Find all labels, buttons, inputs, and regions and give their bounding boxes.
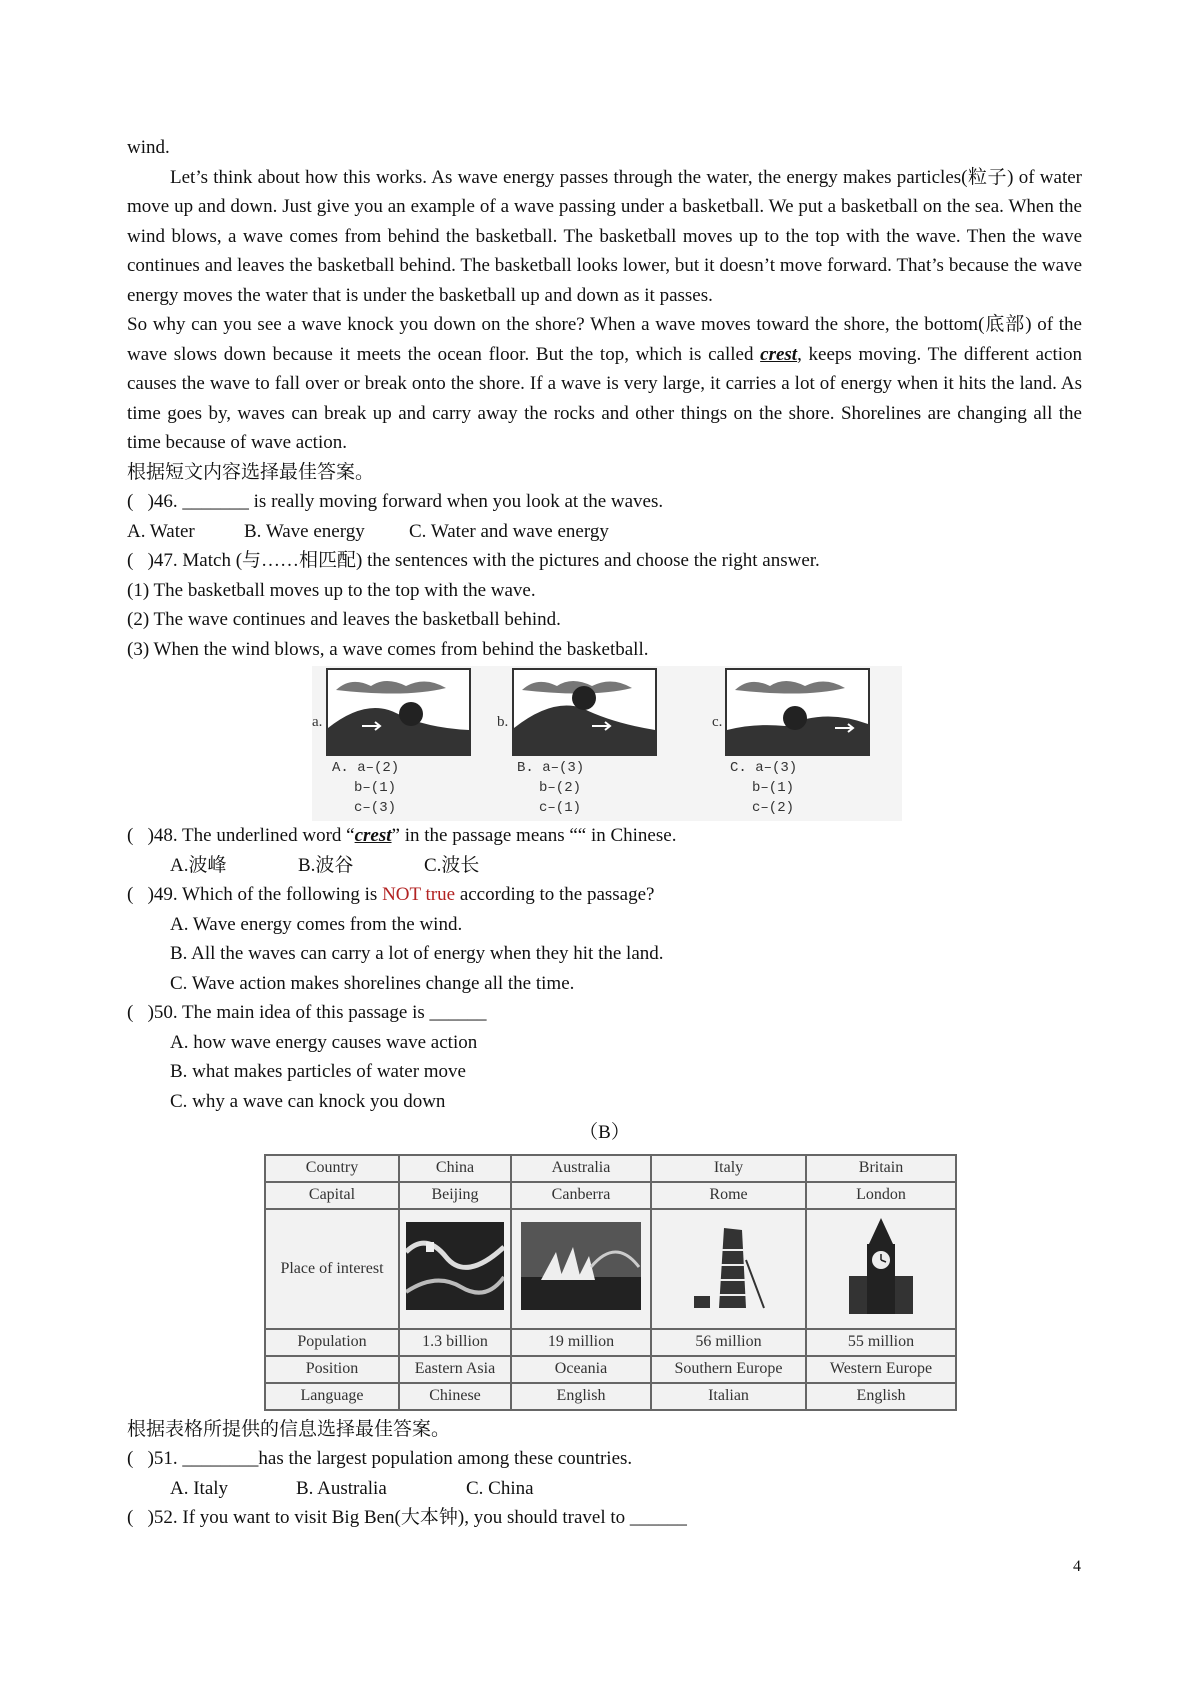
table-cell: Southern Europe bbox=[651, 1356, 806, 1383]
table-cell: Beijing bbox=[399, 1182, 511, 1209]
q47-a-line1: A. a–(2) bbox=[332, 760, 400, 776]
table-cell: Canberra bbox=[511, 1182, 651, 1209]
picture-label-a: a. bbox=[312, 714, 323, 730]
q48-text-a: ( )48. The underlined word “ bbox=[127, 825, 355, 846]
passage-line-wind: wind. bbox=[127, 137, 170, 158]
table-row-position bbox=[265, 1356, 956, 1383]
table-cell: Britain bbox=[806, 1155, 956, 1182]
table-cell: Rome bbox=[651, 1182, 806, 1209]
q47-option-a bbox=[332, 758, 399, 818]
sydney-opera-house-image bbox=[511, 1209, 651, 1329]
wave-picture-c bbox=[725, 668, 870, 756]
q47-c-line1: C. a–(3) bbox=[730, 760, 798, 776]
table-cell: Italian bbox=[651, 1383, 806, 1410]
q46-stem: ( )46. _______ is really moving forward when you look at the waves. bbox=[127, 491, 664, 512]
table-cell: Place of interest bbox=[265, 1209, 399, 1329]
para2-text-a: So why can you see a wave knock you down on the shore? When a wave moves toward the shore, the bottom(底部) of the wave slows down because it meets the ocean floor. But the top, which is called bbox=[127, 314, 1082, 365]
table-cell: London bbox=[806, 1182, 956, 1209]
table-cell: Italy bbox=[651, 1155, 806, 1182]
table-cell: Country bbox=[265, 1155, 399, 1182]
q47-c-line3: c–(2) bbox=[752, 800, 795, 816]
great-wall-image bbox=[399, 1209, 511, 1329]
table-cell: Language bbox=[265, 1383, 399, 1410]
q47-b-line2: b–(2) bbox=[539, 780, 582, 796]
q47-b-line3: c–(1) bbox=[539, 800, 582, 816]
q47-sentence-2: (2) The wave continues and leaves the basketball behind. bbox=[127, 609, 561, 630]
q51-option-a: A. Italy bbox=[170, 1477, 229, 1499]
picture-label-c: c. bbox=[712, 714, 723, 730]
table-cell: English bbox=[511, 1383, 651, 1410]
q48-crest-word: crest bbox=[354, 825, 392, 846]
page-number: 4 bbox=[1073, 1558, 1081, 1575]
q46-option-c: C. Water and wave energy bbox=[409, 520, 609, 542]
document-page bbox=[127, 133, 1082, 1533]
q50-option-c: C. why a wave can knock you down bbox=[170, 1090, 446, 1112]
q47-sentence-3: (3) When the wind blows, a wave comes from behind the basketball. bbox=[127, 638, 649, 660]
table-cell: 1.3 billion bbox=[399, 1329, 511, 1356]
instruction-table: 根据表格所提供的信息选择最佳答案。 bbox=[127, 1418, 451, 1440]
q49-text-a: ( )49. Which of the following is bbox=[127, 884, 383, 905]
table-row-country bbox=[265, 1155, 956, 1182]
table-cell: Population bbox=[265, 1329, 399, 1356]
q47-b-line1: B. a–(3) bbox=[517, 760, 585, 776]
table-cell: Oceania bbox=[511, 1356, 651, 1383]
q49-option-a: A. Wave energy comes from the wind. bbox=[170, 913, 463, 935]
q47-option-c bbox=[730, 758, 797, 818]
table-row-population bbox=[265, 1329, 956, 1356]
q49-stem bbox=[127, 880, 1082, 910]
table-row-language bbox=[265, 1383, 956, 1410]
q49-option-b: B. All the waves can carry a lot of energy when they hit the land. bbox=[170, 943, 664, 964]
table-cell: China bbox=[399, 1155, 511, 1182]
table-cell: 19 million bbox=[511, 1329, 651, 1356]
q46-option-b: B. Wave energy bbox=[244, 520, 365, 542]
q49-text-b: according to the passage? bbox=[455, 884, 655, 905]
wave-picture-b bbox=[512, 668, 657, 756]
wave-picture-a bbox=[326, 668, 471, 756]
q47-sentence-1: (1) The basketball moves up to the top with the wave. bbox=[127, 579, 536, 601]
q52-stem: ( )52. If you want to visit Big Ben(大本钟), you should travel to ______ bbox=[127, 1507, 687, 1528]
passage-paragraph-2 bbox=[127, 310, 1082, 458]
q50-stem: ( )50. The main idea of this passage is ______ bbox=[127, 1002, 487, 1023]
q47-picture-figure bbox=[312, 666, 902, 821]
country-info-table bbox=[264, 1154, 957, 1411]
q46-options bbox=[127, 517, 1082, 547]
table-cell: Western Europe bbox=[806, 1356, 956, 1383]
table-row-place-of-interest bbox=[265, 1209, 956, 1329]
big-ben-image bbox=[806, 1209, 956, 1329]
table-cell: Capital bbox=[265, 1182, 399, 1209]
table-cell: Chinese bbox=[399, 1383, 511, 1410]
table-cell: Position bbox=[265, 1356, 399, 1383]
q51-option-c: C. China bbox=[466, 1477, 534, 1499]
section-b-title: （B） bbox=[579, 1122, 630, 1143]
q46-option-a: A. Water bbox=[127, 520, 195, 542]
q51-options bbox=[127, 1474, 1082, 1504]
instruction-passage: 根据短文内容选择最佳答案。 bbox=[127, 461, 375, 483]
table-cell: Eastern Asia bbox=[399, 1356, 511, 1383]
q47-option-b bbox=[517, 758, 584, 818]
q47-stem: ( )47. Match (与……相匹配) the sentences with the pictures and choose the right answer. bbox=[127, 550, 820, 571]
table-cell: Australia bbox=[511, 1155, 651, 1182]
picture-label-b: b. bbox=[497, 714, 509, 730]
q51-option-b: B. Australia bbox=[296, 1477, 387, 1499]
passage-paragraph-1: Let’s think about how this works. As wave energy passes through the water, the energy makes particles(粒子) of water move up and down. Just give you an example of a wave passing under a basketball. We put a basketball on the sea. When the wind blows, a wave comes from behind the basketball. The basketball moves up to the top with the wave. Then the wave continues and leaves the basketball behind. The basketball looks lower, but it doesn’t move forward. That’s because the wave energy moves the water that is under the basketball up and down as it passes. bbox=[127, 166, 1082, 306]
q47-c-line2: b–(1) bbox=[752, 780, 795, 796]
table-cell: English bbox=[806, 1383, 956, 1410]
q48-stem bbox=[127, 821, 1082, 851]
q49-option-c: C. Wave action makes shorelines change all the time. bbox=[170, 972, 575, 994]
table-cell: 55 million bbox=[806, 1329, 956, 1356]
crest-word: crest bbox=[760, 343, 798, 365]
q48-option-b: B.波谷 bbox=[298, 854, 354, 876]
q48-options bbox=[127, 851, 1082, 881]
q50-option-b: B. what makes particles of water move bbox=[170, 1061, 466, 1082]
table-cell: 56 million bbox=[651, 1329, 806, 1356]
q47-a-line2: b–(1) bbox=[354, 780, 397, 796]
q48-option-a: A.波峰 bbox=[170, 854, 227, 876]
table-row-capital bbox=[265, 1182, 956, 1209]
q49-not-true: NOT true bbox=[382, 884, 456, 905]
q48-option-c: C.波长 bbox=[424, 854, 480, 876]
q47-a-line3: c–(3) bbox=[354, 800, 397, 816]
q51-stem: ( )51. ________has the largest population among these countries. bbox=[127, 1448, 633, 1469]
leaning-tower-of-pisa-image bbox=[651, 1209, 806, 1329]
q48-text-b: ” in the passage means ““ in Chinese. bbox=[391, 825, 677, 846]
para2-text-b: , keeps moving. The different action causes the wave to fall over or break onto the shore. If a wave is very large, it carries a lot of energy when it hits the land. As time goes by, waves can break up and carry away the rocks and other things on the shore. Shorelines are changing all the time because of wave action. bbox=[127, 343, 1083, 453]
q50-option-a: A. how wave energy causes wave action bbox=[170, 1031, 478, 1053]
